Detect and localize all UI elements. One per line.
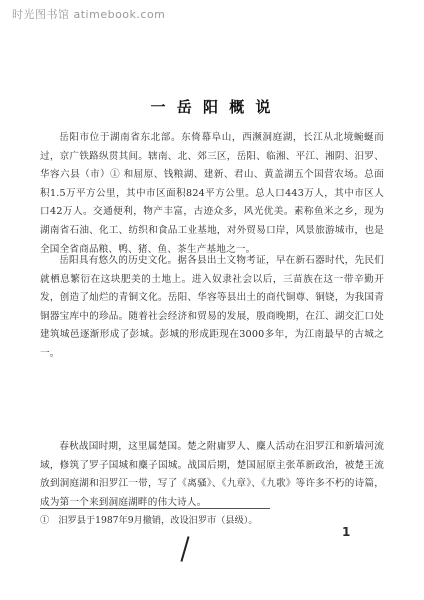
footnote-divider <box>40 508 270 509</box>
page-number: 1 <box>342 525 351 539</box>
footnote: ① 汨罗县于1987年9月撤销，改设汨罗市（县级）。 <box>40 515 258 526</box>
watermark: 时光图书馆 atimebook.com <box>12 8 166 21</box>
chapter-title: 一 岳 阳 概 说 <box>150 98 274 116</box>
pen-mark <box>180 536 189 562</box>
paragraph-3: 春秋战国时期，这里属楚国。楚之附庸罗人、麋人活动在汨罗江和新墙河流域，修筑了罗子国城和麋子国城。战国后期，楚国屈原主张革新政治，被楚王流放到洞庭湖和汨罗江一带，写了《离骚》、《九章》、《九歌》等许多不朽的诗篇，成为第一个来到洞庭湖畔的伟大诗人。 <box>40 441 384 508</box>
paragraph-2: 岳阳具有悠久的历史文化。据各县出土文物考证，早在新石器时代，先民们就栖息繁衍在这块肥美的土地上。进入奴隶社会以后，三苗族在这一带辛勤开发，创造了灿烂的青铜文化。岳阳、华容等县出土的商代铜尊、铜铙，为我国青铜器宝库中的珍品。随着社会经济和贸易的发展，殷商晚期，在江、湖交汇口处建筑城邑逐渐形成了彭城。彭城的形成距现在3000多年，为江南最早的古城之一。 <box>40 255 384 359</box>
paragraph-1: 岳阳市位于湖南省东北部。东倚幕阜山，西濒洞庭湖，长江从北境蜿蜒而过，京广铁路纵贯其间。辖南、北、郊三区，岳阳、临湘、平江、湘阴、汨罗、华容六县（市）① 和屈原、钱粮湖、建新、君山、黄盖湖五个国营农场。总面积1.5万平方公里，其中市区面积824平方公里。总人口443万人，其中市区人口42万人。交通便利，物产丰富，古迹众多，风光优美。素称鱼米之乡，现为湖南省石油、化工、纺织和食品工业基地，对外贸易口岸，风景旅游城市，也是全国全省商品粮、鸭、猪、鱼、茶生产基地之一。 <box>40 132 384 255</box>
